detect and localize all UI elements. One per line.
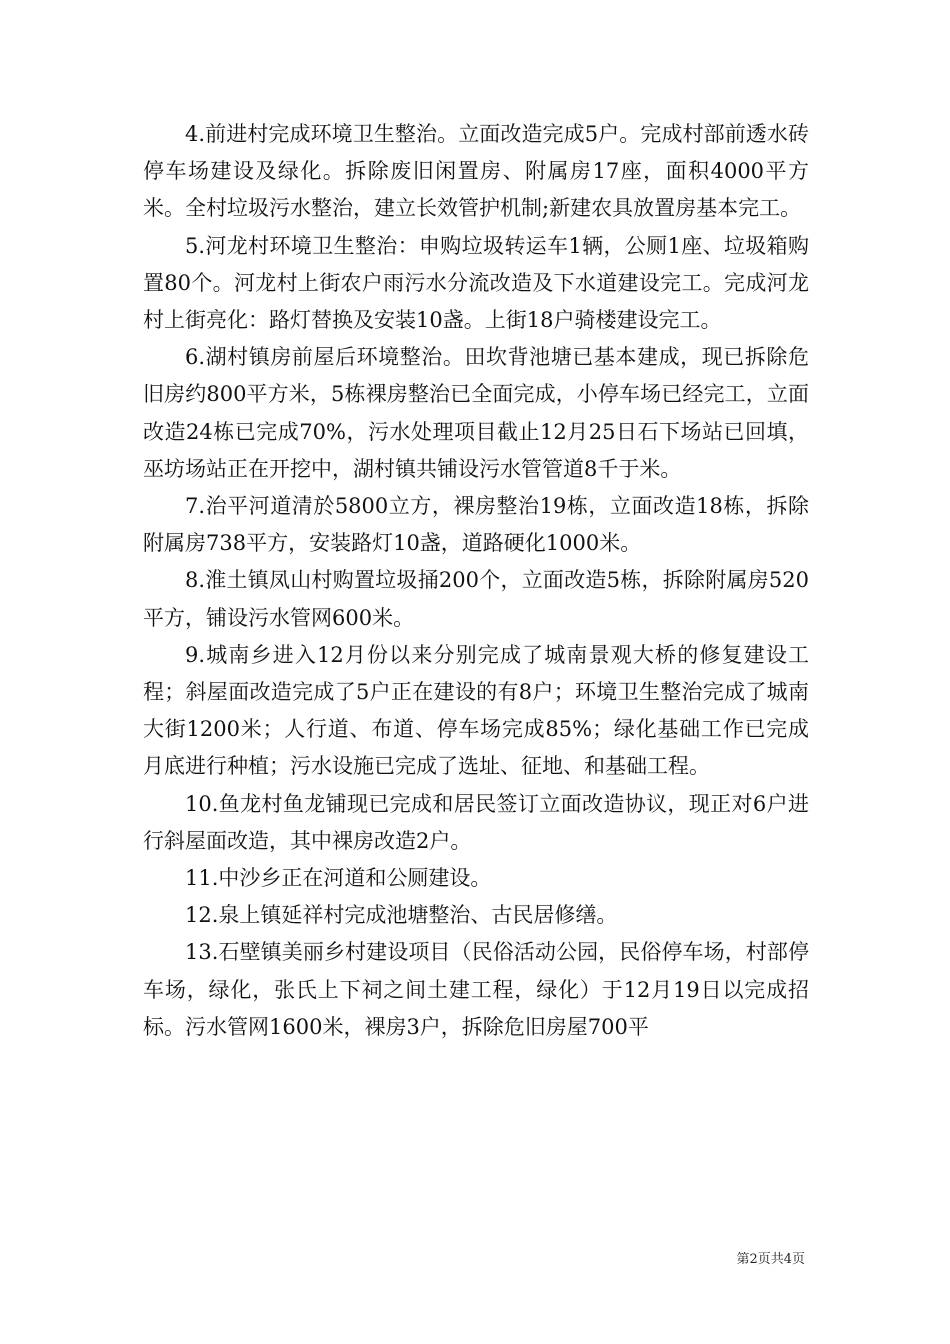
document-body xyxy=(143,116,809,1046)
paragraph-item-9: 9.城南乡进入12月份以来分别完成了城南景观大桥的修复建设工程；斜屋面改造完成了5户正在建设的有8户；环境卫生整治完成了城南大街1200米；人行道、布道、停车场完成85%；绿化基础工作已完成月底进行种植；污水设施已完成了选址、征地、和基础工程。 xyxy=(143,642,809,779)
paragraph-item-5: 5.河龙村环境卫生整治：申购垃圾转运车1辆，公厕1座、垃圾箱购置80个。河龙村上街农户雨污水分流改造及下水道建设完工。完成河龙村上街亮化：路灯替换及安装10盏。上街18户骑楼建设完工。 xyxy=(143,233,809,333)
paragraph-item-4: 4.前进村完成环境卫生整治。立面改造完成5户。完成村部前透水砖停车场建设及绿化。拆除废旧闲置房、附属房17座，面积4000平方米。全村垃圾污水整治，建立长效管护机制;新建农具放置房基本完工。 xyxy=(143,122,809,221)
paragraph-item-8: 8.淮土镇凤山村购置垃圾捅200个，立面改造5栋，拆除附属房520平方，铺设污水管网600米。 xyxy=(143,568,809,630)
paragraph-item-11: 11.中沙乡正在河道和公厕建设。 xyxy=(185,866,492,891)
paragraph-item-12: 12.泉上镇延祥村完成池塘整治、古民居修缮。 xyxy=(185,903,618,928)
paragraph-item-10: 10.鱼龙村鱼龙铺现已完成和居民签订立面改造协议，现正对6户进行斜屋面改造，其中裸房改造2户。 xyxy=(143,791,809,853)
page-number-footer: 第2页共4页 xyxy=(736,1252,805,1267)
paragraph-item-7: 7.治平河道清於5800立方，裸房整治19栋，立面改造18栋，拆除附属房738平方，安装路灯10盏，道路硬化1000米。 xyxy=(143,494,809,556)
paragraph-item-13: 13.石壁镇美丽乡村建设项目（民俗活动公园，民俗停车场，村部停车场，绿化，张氏上下祠之间土建工程，绿化）于12月19日以完成招标。污水管网1600米，裸房3户，拆除危旧房屋700平 xyxy=(143,940,809,1039)
paragraph-item-6: 6.湖村镇房前屋后环境整治。田坎背池塘已基本建成，现已拆除危旧房约800平方米，5栋裸房整治已全面完成，小停车场已经完工，立面改造24栋已完成70%，污水处理项目截止12月25日石下场站已回填，巫坊场站正在开挖中，湖村镇共铺设污水管管道8千于米。 xyxy=(143,345,809,481)
